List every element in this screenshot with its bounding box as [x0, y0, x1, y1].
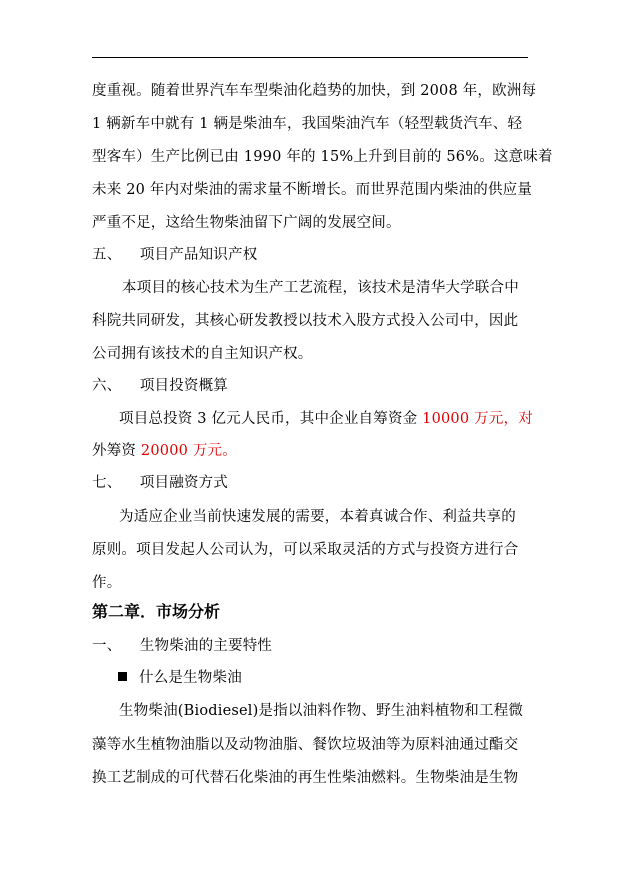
- section-number: 七、: [92, 475, 122, 491]
- square-bullet-icon: [118, 672, 127, 681]
- header-rule: [92, 57, 528, 58]
- investment-self-funded: 10000 万元，对: [422, 411, 533, 427]
- section-heading-7: [92, 473, 228, 493]
- paragraph-line: 公司拥有该技术的自主知识产权。: [92, 346, 313, 362]
- paragraph-line: 生物柴油(Biodiesel)是指以油料作物、野生油料植物和工程微: [119, 703, 524, 719]
- paragraph-line: 1 辆新车中就有 1 辆是柴油车，我国柴油汽车（轻型载货汽车、轻: [92, 116, 523, 132]
- bullet-item: [118, 668, 242, 688]
- paragraph-line: 科院共同研发，其核心研发教授以技术入股方式投入公司中，因此: [92, 313, 519, 329]
- paragraph-line: 型客车）生产比例已由 1990 年的 15%上升到目前的 56%。这意味着: [92, 149, 553, 165]
- paragraph-line: [92, 441, 237, 461]
- paragraph-line: [119, 409, 533, 429]
- section-number: 五、: [92, 247, 122, 263]
- paragraph-line: 作。: [92, 575, 122, 591]
- paragraph-line: 原则。项目发起人公司认为，可以采取灵活的方式与投资方进行合: [92, 542, 519, 558]
- subsection-heading: [92, 636, 272, 656]
- bullet-label: 什么是生物柴油: [139, 670, 242, 686]
- section-number: 六、: [92, 378, 122, 394]
- paragraph-line: 度重视。随着世界汽车车型柴油化趋势的加快，到 2008 年，欧洲每: [92, 83, 537, 99]
- chapter-title: 第二章．市场分析: [92, 602, 221, 621]
- section-heading-5: [92, 245, 257, 265]
- investment-text: 项目总投资 3 亿元人民币，其中企业自筹资金: [119, 411, 423, 427]
- paragraph-line: 未来 20 年内对柴油的需求量不断增长。而世界范围内柴油的供应量: [92, 182, 533, 198]
- section-title: 项目投资概算: [139, 378, 229, 394]
- paragraph-line: 本项目的核心技术为生产工艺流程，该技术是清华大学联合中: [122, 280, 519, 296]
- paragraph-line: 换工艺制成的可代替石化柴油的再生性柴油燃料。生物柴油是生物: [92, 770, 519, 786]
- investment-text: 外筹资: [92, 443, 141, 459]
- section-title: 项目产品知识产权: [139, 247, 258, 263]
- section-heading-6: [92, 376, 228, 396]
- paragraph-line: 藻等水生植物油脂以及动物油脂、餐饮垃圾油等为原料油通过酯交: [92, 737, 519, 753]
- section-number: 一、: [92, 638, 122, 654]
- section-title: 项目融资方式: [139, 475, 229, 491]
- section-title: 生物柴油的主要特性: [139, 638, 273, 654]
- paragraph-line: 严重不足，这给生物柴油留下广阔的发展空间。: [92, 215, 401, 231]
- investment-external: 20000 万元。: [140, 443, 237, 459]
- paragraph-line: 为适应企业当前快速发展的需要，本着真诚合作、利益共享的: [119, 509, 516, 525]
